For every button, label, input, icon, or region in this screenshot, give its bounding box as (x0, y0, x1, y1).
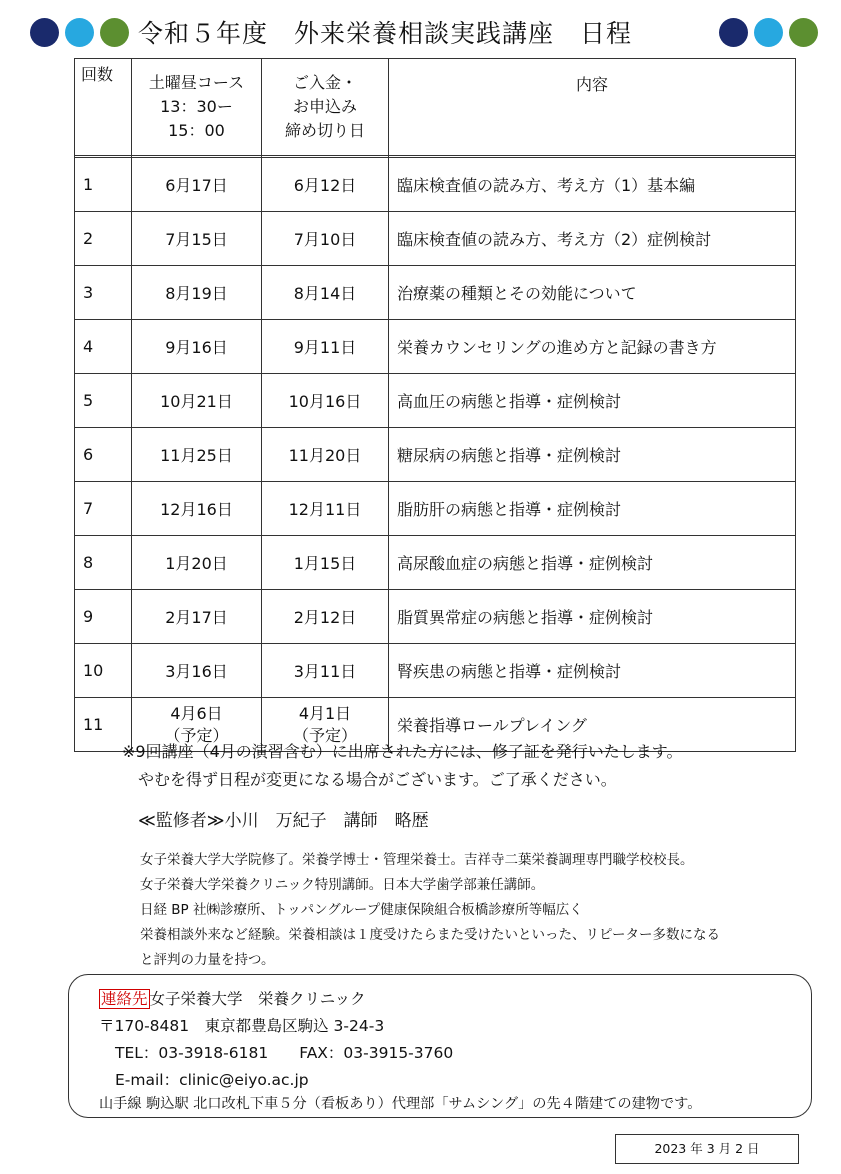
session-date-cell (132, 212, 262, 266)
bio-line: 栄養相談外来など経験。栄養相談は１度受けたらまた受けたいといった、リピーター多数になる (140, 927, 720, 943)
table-row (75, 374, 796, 428)
header-line: お申込み (292, 97, 357, 116)
header-line: 土曜昼コース (148, 73, 245, 92)
session-number-cell-text: 9 (83, 607, 94, 626)
deadline-cell-text: （予定） (292, 725, 357, 745)
session-date-cell-text: 12月16日 (160, 500, 233, 519)
topic-cell-text: 高血圧の病態と指導・症例検討 (397, 392, 622, 411)
bio-line: 日経 BP 社㈱診療所、トッパングループ健康保険組合板橋診療所等幅広く (140, 902, 583, 918)
session-number-cell-text: 7 (83, 499, 94, 518)
deadline-cell (262, 644, 389, 698)
session-number-cell-text: 8 (83, 553, 94, 572)
session-date-cell (132, 482, 262, 536)
note-line: ※9回講座（4月の演習含む）に出席された方には、修了証を発行いたします。 (122, 742, 683, 761)
header-number: 回数 (75, 59, 132, 156)
note-line: やむを得ず日程が変更になる場合がございます。ご了承ください。 (138, 770, 617, 789)
table-row (75, 590, 796, 644)
bio-line: 女子栄養大学栄養クリニック特別講師。日本大学歯学部兼任講師。 (140, 877, 545, 893)
session-number-cell (75, 158, 132, 212)
topic-cell-text: 栄養指導ロールプレイング (397, 716, 587, 735)
session-number-cell-text: 6 (83, 445, 94, 464)
deadline-cell-text: 2月12日 (293, 608, 357, 627)
navy-dot-icon (30, 18, 59, 47)
session-date-cell (132, 590, 262, 644)
topic-cell-text: 腎疾患の病態と指導・症例検討 (397, 662, 622, 681)
deadline-cell-text: 3月11日 (293, 662, 357, 681)
session-number-cell-text: 4 (83, 337, 94, 356)
header (0, 14, 841, 54)
table-row (75, 536, 796, 590)
header-line: 13：30ー (160, 97, 233, 116)
topic-cell-text: 栄養カウンセリングの進め方と記録の書き方 (397, 338, 717, 357)
session-number-cell (75, 482, 132, 536)
contact-address: 〒170-8481 東京都豊島区駒込 3-24-3 (99, 1017, 385, 1035)
topic-cell-text: 臨床検査値の読み方、考え方（2）症例検討 (397, 230, 712, 249)
blue-dot-icon (65, 18, 94, 47)
session-date-cell-text: 3月16日 (165, 662, 228, 681)
topic-cell (389, 212, 796, 266)
session-number-cell (75, 536, 132, 590)
deadline-cell (262, 158, 389, 212)
session-number-cell (75, 644, 132, 698)
deadline-cell-text: 7月10日 (293, 230, 357, 249)
table-row (75, 482, 796, 536)
topic-cell-text: 治療薬の種類とその効能について (397, 284, 637, 303)
contact-name: 女子栄養大学 栄養クリニック (149, 990, 366, 1008)
decorative-dots-left (30, 18, 129, 47)
session-date-cell (132, 374, 262, 428)
table-row (75, 320, 796, 374)
deadline-cell-text: 6月12日 (293, 176, 357, 195)
session-number-cell-text: 11 (83, 715, 104, 734)
topic-cell (389, 266, 796, 320)
topic-cell (389, 374, 796, 428)
session-date-cell (132, 428, 262, 482)
table-row (75, 158, 796, 212)
contact-access: 山手線 駒込駅 北口改札下車５分（看板あり）代理部「サムシング」の先４階建ての建物です。 (99, 1096, 702, 1112)
session-number-cell (75, 212, 132, 266)
session-number-cell-text: 1 (83, 175, 94, 194)
topic-cell (389, 158, 796, 212)
session-number-cell-text: 5 (83, 391, 94, 410)
decorative-dots-right (719, 18, 818, 47)
topic-cell-text: 脂肪肝の病態と指導・症例検討 (397, 500, 622, 519)
notes (122, 738, 683, 794)
table-row (75, 212, 796, 266)
topic-cell-text: 高尿酸血症の病態と指導・症例検討 (397, 554, 654, 573)
topic-cell (389, 482, 796, 536)
deadline-cell (262, 212, 389, 266)
session-date-cell-text: 4月6日 (170, 703, 223, 723)
contact-phone: TEL：03-3918-6181 FAX：03-3915-3760 (115, 1044, 454, 1062)
session-date-cell-text: 2月17日 (165, 608, 228, 627)
session-number-cell-text: 2 (83, 229, 94, 248)
deadline-cell-text: 9月11日 (293, 338, 357, 357)
page-title: 令和５年度 外来栄養相談実践講座 日程 (138, 19, 633, 48)
session-date-cell-text: 8月19日 (165, 284, 228, 303)
deadline-cell (262, 374, 389, 428)
session-number-cell-text: 3 (83, 283, 94, 302)
deadline-cell (262, 536, 389, 590)
deadline-cell (262, 482, 389, 536)
table-header-row (75, 59, 796, 156)
topic-cell-text: 糖尿病の病態と指導・症例検討 (397, 446, 622, 465)
deadline-cell-text: 10月16日 (288, 392, 362, 411)
session-date-cell-text: 7月15日 (165, 230, 228, 249)
deadline-cell-text: 11月20日 (288, 446, 362, 465)
deadline-cell (262, 428, 389, 482)
bio-line: 女子栄養大学大学院修了。栄養学博士・管理栄養士。吉祥寺二葉栄養調理専門職学校校長。 (140, 852, 694, 868)
session-number-cell (75, 266, 132, 320)
green-dot-icon (789, 18, 818, 47)
deadline-cell (262, 266, 389, 320)
deadline-cell-text: 1月15日 (293, 554, 357, 573)
session-date-cell-text: （予定） (164, 725, 229, 745)
supervisor-heading: ≪監修者≫小川 万紀子 講師 略歴 (138, 811, 429, 831)
session-date-cell (132, 158, 262, 212)
table-row (75, 644, 796, 698)
deadline-cell-text: 12月11日 (288, 500, 362, 519)
session-date-cell-text: 11月25日 (160, 446, 233, 465)
header-deadline (262, 59, 389, 156)
session-number-cell (75, 374, 132, 428)
table-row (75, 428, 796, 482)
session-number-cell (75, 320, 132, 374)
session-date-cell-text: 10月21日 (160, 392, 233, 411)
blue-dot-icon (754, 18, 783, 47)
navy-dot-icon (719, 18, 748, 47)
session-date-cell (132, 536, 262, 590)
topic-cell (389, 320, 796, 374)
topic-cell (389, 428, 796, 482)
session-date-cell-text: 6月17日 (165, 176, 228, 195)
topic-cell (389, 590, 796, 644)
table-row (75, 266, 796, 320)
deadline-cell-text: 4月1日 (298, 703, 352, 723)
session-number-cell (75, 590, 132, 644)
session-number-cell-text: 10 (83, 661, 104, 680)
deadline-cell (262, 590, 389, 644)
deadline-cell (262, 320, 389, 374)
topic-cell-text: 脂質異常症の病態と指導・症例検討 (397, 608, 654, 627)
header-line: ご入金・ (292, 73, 357, 92)
topic-cell (389, 644, 796, 698)
contact-name-line (99, 987, 366, 1009)
session-date-cell (132, 644, 262, 698)
topic-cell-text: 臨床検査値の読み方、考え方（1）基本編 (397, 176, 696, 195)
deadline-cell-text: 8月14日 (293, 284, 357, 303)
session-number-cell (75, 428, 132, 482)
header-line: 15：00 (168, 121, 225, 140)
contact-box (68, 974, 812, 1118)
contact-tag: 連絡先 (101, 990, 148, 1008)
session-date-cell-text: 9月16日 (165, 338, 228, 357)
bio-line: と評判の力量を持つ。 (140, 952, 275, 968)
document-date: 2023 年 3 月 2 日 (615, 1134, 799, 1164)
session-date-cell (132, 266, 262, 320)
header-content: 内容 (389, 59, 796, 156)
header-saturday-course (132, 59, 262, 156)
supervisor-bio (140, 848, 720, 973)
session-date-cell (132, 320, 262, 374)
contact-email[interactable]: E-mail：clinic@eiyo.ac.jp (115, 1071, 309, 1089)
schedule-table (74, 58, 796, 752)
topic-cell (389, 536, 796, 590)
header-line: 締め切り日 (284, 121, 365, 140)
green-dot-icon (100, 18, 129, 47)
session-date-cell-text: 1月20日 (165, 554, 228, 573)
